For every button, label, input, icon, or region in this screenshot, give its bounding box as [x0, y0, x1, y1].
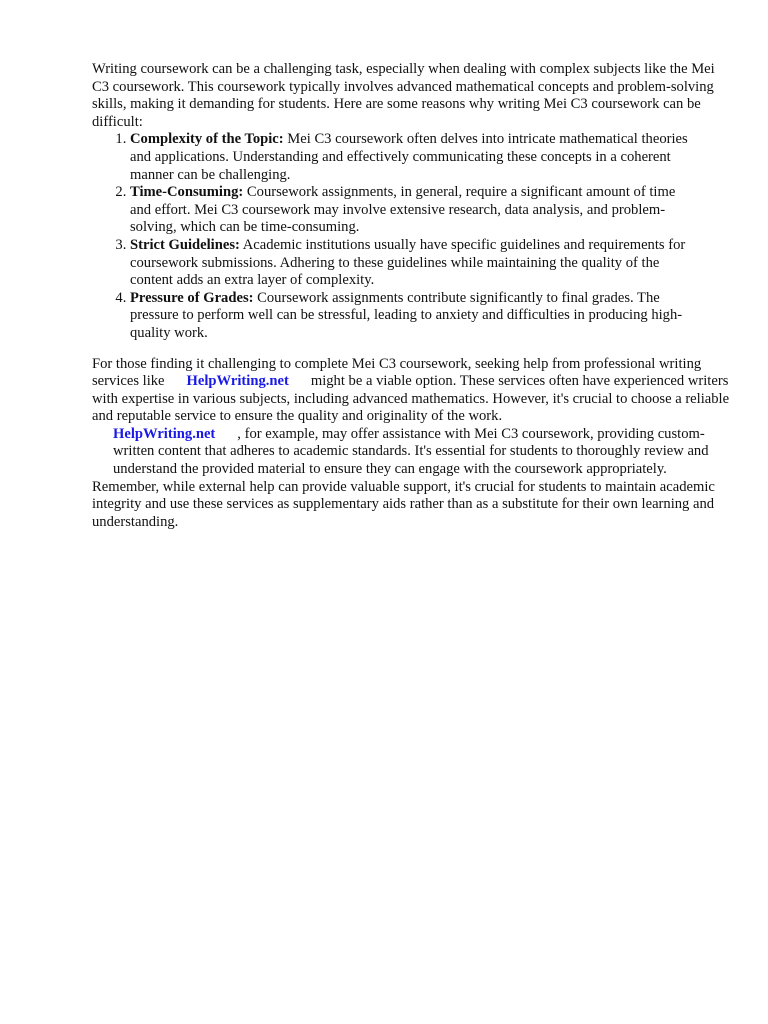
- reason-text: Mei C3 coursework often delves into intricate mathematical theories and applications. Understanding and effectively communicating these concepts in a coherent manner can be challenging.: [130, 131, 688, 183]
- reason-text: Coursework assignments, in general, require a significant amount of time and effort. Mei C3 coursework may involve extensive research, data analysis, and problem-solving, which can be time-consuming.: [130, 184, 676, 236]
- reason-heading: Pressure of Grades:: [130, 289, 254, 306]
- helpwriting-link[interactable]: HelpWriting.net: [113, 425, 216, 442]
- services-text-after: might be a viable option. These services often have experienced writers with expertise in various subjects, including advanced mathematics. However, it's crucial to choose a reliable and reputable service to ensure the quality and originality of the work.: [92, 373, 730, 425]
- example-paragraph: [92, 426, 732, 479]
- document-body: [92, 61, 732, 531]
- list-item: [130, 290, 700, 343]
- reasons-list: [92, 131, 700, 342]
- helpwriting-link[interactable]: HelpWriting.net: [186, 373, 289, 390]
- services-paragraph: [92, 356, 732, 426]
- example-text: , for example, may offer assistance with Mei C3 coursework, providing custom-written content that adheres to academic standards. It's essential for students to thoroughly review and understand the provided material to ensure they can engage with the coursework appropriately.: [113, 425, 709, 478]
- list-item: [130, 131, 700, 184]
- reason-heading: Time-Consuming:: [130, 184, 244, 201]
- reason-heading: Strict Guidelines:: [130, 236, 240, 253]
- services-text-before: For those finding it challenging to complete Mei C3 coursework, seeking help from professional writing services like: [92, 355, 702, 390]
- reason-text: Academic institutions usually have specific guidelines and requirements for coursework submissions. Adhering to these guidelines while maintaining the quality of the content adds an extra layer of complexity.: [130, 236, 686, 289]
- reason-heading: Complexity of the Topic:: [130, 131, 284, 148]
- list-item: [130, 237, 700, 290]
- list-item: [130, 184, 700, 237]
- closing-paragraph: Remember, while external help can provide valuable support, it's crucial for students to maintain academic integrity and use these services as supplementary aids rather than as a substitute for their own learning and understanding.: [92, 478, 715, 530]
- reason-text: Coursework assignments contribute significantly to final grades. The pressure to perform well can be stressful, leading to anxiety and difficulties in producing high-quality work.: [130, 289, 683, 341]
- intro-paragraph: Writing coursework can be a challenging task, especially when dealing with complex subjects like the Mei C3 coursework. This coursework typically involves advanced mathematical concepts and problem-solving skills, making it demanding for students. Here are some reasons why writing Mei C3 coursework can be difficult:: [92, 61, 715, 130]
